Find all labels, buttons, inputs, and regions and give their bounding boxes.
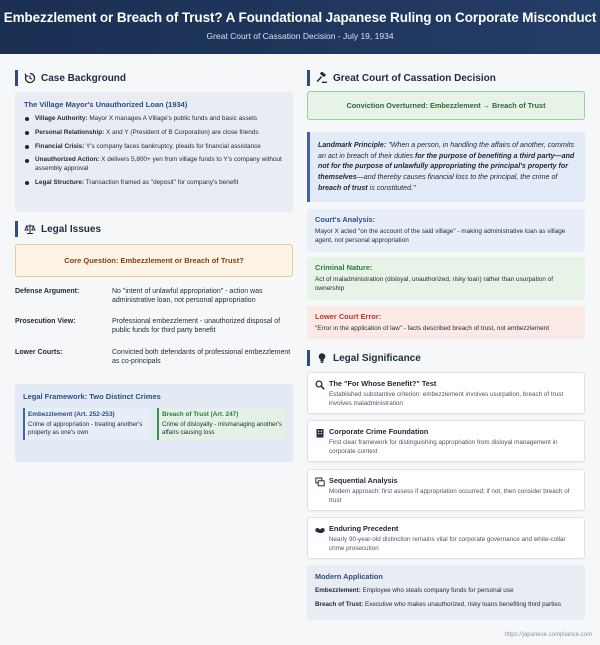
case-facts-list (24, 115, 284, 188)
legal-framework-panel (15, 384, 293, 462)
handshake-icon (315, 524, 329, 553)
card-text: Established substantive criterion: embezzlement involves usurpation, breach of trust involves maladministration (329, 391, 564, 407)
modern-application-panel (307, 565, 585, 620)
list-item: Village Authority: Mayor X manages A Village's public funds and basic assets (24, 115, 284, 124)
issue-label: Lower Courts: (15, 349, 63, 356)
issue-value: Professional embezzlement - unauthorized disposal of public funds for third party benefit (112, 318, 281, 335)
card-title: Enduring Precedent (329, 524, 399, 533)
search-icon (315, 379, 329, 408)
core-question-box (15, 244, 293, 277)
building-icon (315, 427, 329, 456)
list-item: Breach of Trust: Executive who makes unauthorized, risky loans benefiting third parties (315, 600, 562, 608)
embezzlement-definition: Embezzlement (Art. 252-253) Crime of appropriation - treating another's property as one's own (23, 408, 151, 440)
card-text: Modern approach: first assess if appropriation occurred; if not, then consider breach of trust (329, 488, 570, 504)
page-title: Embezzlement or Breach of Trust? A Foundational Japanese Ruling on Corporate Misconduct (3, 10, 597, 25)
court-analysis-text: Mayor X acted "on the account of the said village" - making administrative loan as village agent, not personal appropriation (315, 228, 566, 244)
layers-icon (315, 476, 329, 505)
list-item: Unauthorized Action: X delivers 5,800+ yen from village funds to Y's company without assembly approval (24, 156, 284, 173)
scale-icon (24, 223, 36, 235)
criminal-nature-box (307, 257, 585, 300)
breach-of-trust-definition: Breach of Trust (Art. 247) Crime of disloyalty - mismanaging another's affairs causing loss (157, 408, 285, 440)
legal-issues-heading (15, 221, 293, 237)
modern-application-title: Modern Application (315, 572, 383, 581)
list-item: Embezzlement: Employee who steals company funds for personal use (315, 587, 514, 594)
decision-title: Great Court of Cassation Decision (333, 72, 496, 84)
lower-court-error-box (307, 306, 585, 339)
significance-title: Legal Significance (333, 352, 421, 364)
gavel-icon (316, 72, 328, 84)
page-header (0, 0, 600, 54)
case-background-title: Case Background (41, 72, 127, 84)
significance-card (307, 420, 585, 462)
issue-label: Defense Argument: (15, 288, 80, 295)
court-analysis-box (307, 209, 585, 252)
card-title: Sequential Analysis (329, 476, 398, 485)
lower-court-error-title: Lower Court Error: (315, 312, 382, 321)
card-title: Corporate Crime Foundation (329, 427, 429, 436)
significance-card (307, 469, 585, 511)
case-background-panel-title: The Village Mayor's Unauthorized Loan (1934) (24, 100, 188, 109)
case-background-heading (15, 70, 293, 86)
list-item: Financial Crisis: Y's company faces bankruptcy, pleads for financial assistance (24, 143, 284, 152)
significance-heading (307, 350, 585, 366)
issue-label: Prosecution View: (15, 318, 76, 325)
card-text: First clear framework for distinguishing appropriation from disloyal management in corporate context (329, 439, 558, 455)
lightbulb-icon (316, 352, 328, 364)
issue-row-prosecution (15, 317, 293, 336)
footer-url: https://japanese compliance.com (504, 632, 592, 638)
list-item: Personal Relationship: X and Y (President of B Corporation) are close friends (24, 129, 284, 138)
issue-row-defense (15, 287, 293, 306)
legal-framework-title: Legal Framework: Two Distinct Crimes (23, 392, 161, 401)
landmark-label: Landmark Principle: (318, 141, 387, 149)
card-title: The "For Whose Benefit?" Test (329, 379, 437, 388)
conviction-banner (307, 91, 585, 120)
page-subtitle: Great Court of Cassation Decision - July 19, 1934 (206, 31, 394, 41)
legal-issues-title: Legal Issues (41, 223, 102, 235)
court-analysis-title: Court's Analysis: (315, 215, 376, 224)
case-background-panel (15, 92, 293, 212)
list-item: Legal Structure: Transaction framed as "deposit" for company's benefit (24, 179, 284, 188)
criminal-nature-text: Act of maladministration (disloyal, unauthorized, risky loan) rather than usurpation of ownership (315, 276, 553, 292)
issue-value: Convicted both defendants of professional embezzlement as co-principals (112, 349, 291, 366)
criminal-nature-title: Criminal Nature: (315, 263, 373, 272)
issue-value: No "intent of unlawful appropriation" - action was administrative loan, not personal appropriation (112, 288, 263, 305)
history-icon (24, 72, 36, 84)
decision-heading (307, 70, 585, 86)
significance-card (307, 372, 585, 414)
conviction-text: Conviction Overturned: Embezzlement → Breach of Trust (346, 101, 546, 110)
significance-card (307, 517, 585, 559)
landmark-principle-box: Landmark Principle: "When a person, in handling the affairs of another, commits an act in breach of their duties for the purpose of benefiting a third party—and not for the purpose of unlawfully appropriating the principal's property for themselves—and thereby causes financial loss to the principal, the crime of breach of trust is constituted." (307, 132, 585, 202)
issue-row-lower-courts (15, 348, 293, 367)
card-text: Nearly 90-year-old distinction remains vital for corporate governance and white-collar crime prosecution (329, 536, 566, 552)
lower-court-error-text: "Error in the application of law" - facts described breach of trust, not embezzlement (315, 325, 550, 332)
core-question: Core Question: Embezzlement or Breach of Trust? (64, 256, 244, 265)
